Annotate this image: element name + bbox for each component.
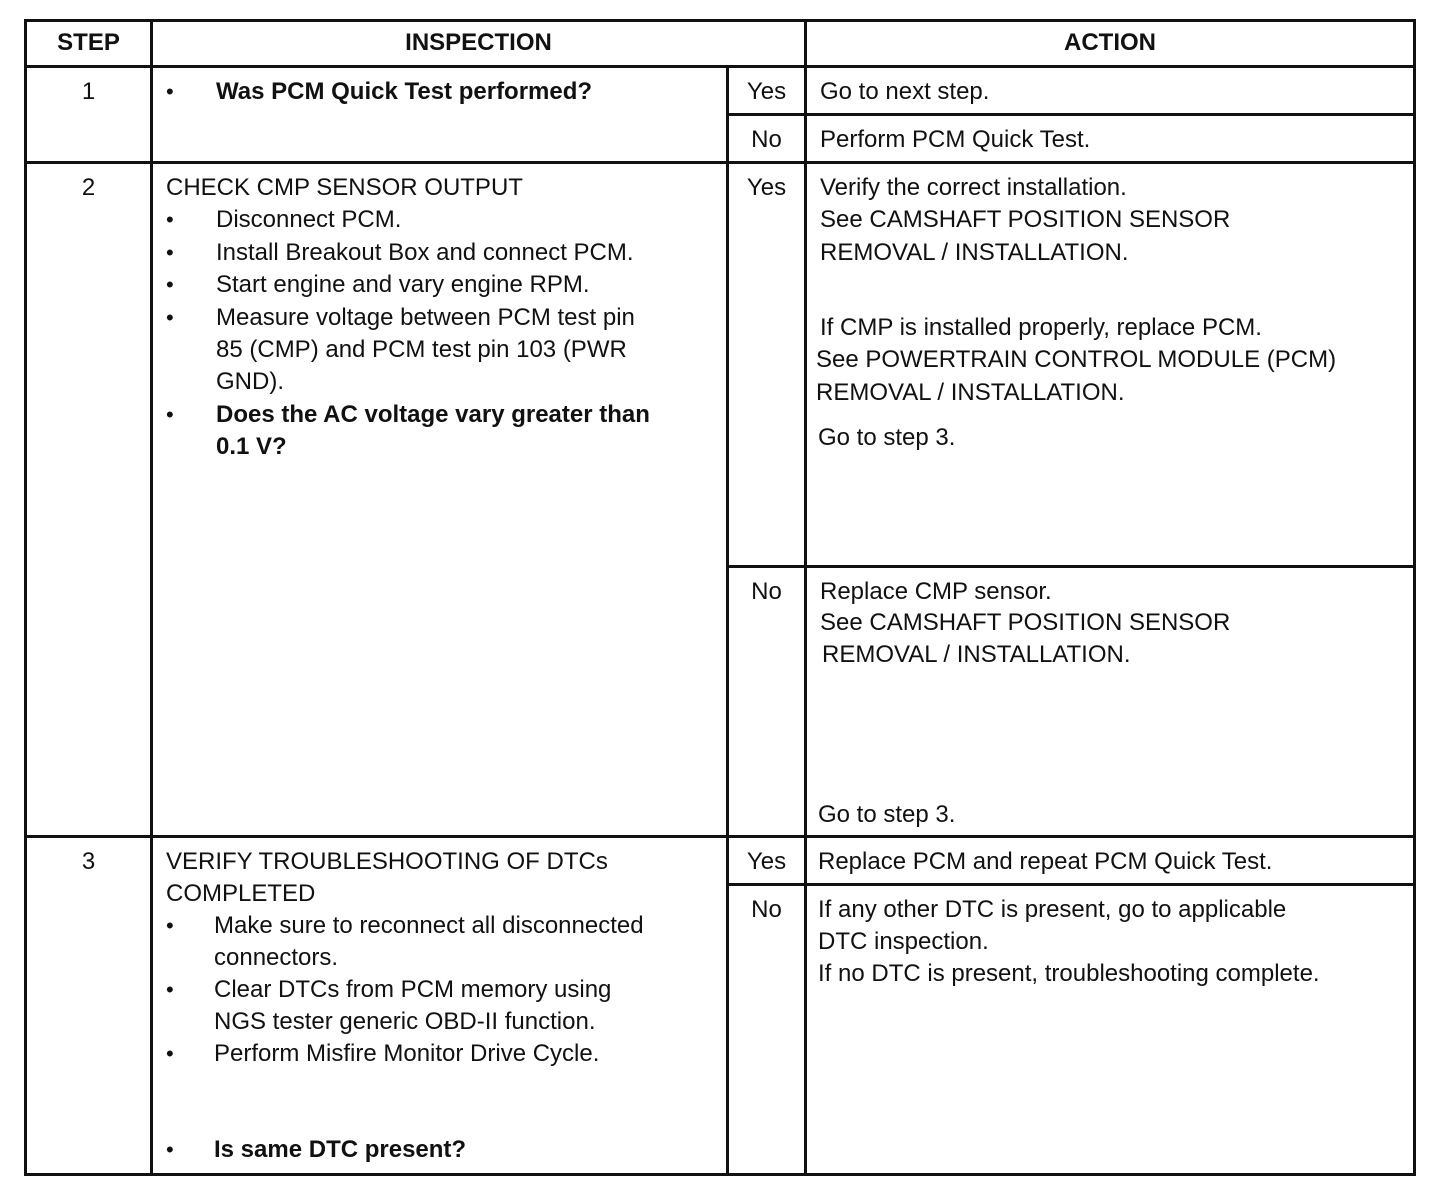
action-text: Replace CMP sensor.: [820, 578, 1052, 605]
action-text: Go to next step.: [820, 78, 990, 105]
row3-split-rule: [726, 883, 1416, 886]
inspection-step: Measure voltage between PCM test pin: [216, 304, 635, 331]
action-text: Verify the correct installation.: [820, 174, 1127, 201]
action-text: See CAMSHAFT POSITION SENSOR: [820, 609, 1231, 636]
row2-bottom-rule: [24, 835, 1416, 838]
bullet-icon: •: [166, 913, 174, 938]
inspection-question: Does the AC voltage vary greater than: [216, 401, 650, 428]
diagnostic-table: [24, 19, 1416, 1176]
header-action: ACTION: [1064, 29, 1156, 56]
header-rule: [24, 65, 1416, 68]
row1-bottom-rule: [24, 161, 1416, 164]
row1-split-rule: [726, 113, 1416, 116]
inspection-step: Make sure to reconnect all disconnected: [214, 912, 644, 939]
inspection-step: Disconnect PCM.: [216, 206, 402, 233]
inspection-title: COMPLETED: [166, 880, 316, 907]
no-label: No: [751, 578, 782, 605]
action-text: Replace PCM and repeat PCM Quick Test.: [818, 848, 1273, 875]
table-border-right: [1413, 19, 1416, 1176]
no-label: No: [751, 126, 782, 153]
bullet-icon: •: [166, 1137, 174, 1162]
row2-split-rule: [726, 565, 1416, 568]
bullet-icon: •: [166, 207, 174, 232]
action-text: If CMP is installed properly, replace PCM.: [820, 314, 1262, 341]
bullet-icon: •: [166, 240, 174, 265]
inspection-step: GND).: [216, 368, 284, 395]
action-text: If no DTC is present, troubleshooting complete.: [818, 960, 1320, 987]
action-text: REMOVAL / INSTALLATION.: [816, 379, 1125, 406]
yes-label: Yes: [746, 848, 787, 875]
table-border-bottom: [24, 1173, 1416, 1176]
bullet-icon: •: [166, 272, 174, 297]
inspection-step: Start engine and vary engine RPM.: [216, 271, 590, 298]
action-text: Go to step 3.: [818, 801, 956, 828]
no-label: No: [751, 896, 782, 923]
inspection-step: Install Breakout Box and connect PCM.: [216, 239, 634, 266]
inspection-step: connectors.: [214, 944, 339, 971]
step-number: 3: [81, 848, 96, 875]
table-border-top: [24, 19, 1416, 22]
inspection-title: CHECK CMP SENSOR OUTPUT: [166, 174, 523, 201]
step-number: 1: [81, 78, 96, 105]
inspection-step: Clear DTCs from PCM memory using: [214, 976, 612, 1003]
inspection-step: Perform Misfire Monitor Drive Cycle.: [214, 1040, 600, 1067]
inspection-question: Is same DTC present?: [214, 1136, 467, 1163]
yes-label: Yes: [746, 78, 787, 105]
inspection-question: 0.1 V?: [216, 433, 287, 460]
inspection-step: 85 (CMP) and PCM test pin 103 (PWR: [216, 336, 627, 363]
inspection-title: VERIFY TROUBLESHOOTING OF DTCs: [166, 848, 608, 875]
action-text: See POWERTRAIN CONTROL MODULE (PCM): [816, 346, 1337, 373]
action-text: Go to step 3.: [818, 424, 956, 451]
yes-no-column-rule: [726, 65, 729, 1176]
yes-label: Yes: [746, 174, 787, 201]
header-step: STEP: [57, 29, 120, 56]
bullet-icon: •: [166, 977, 174, 1002]
bullet-icon: •: [166, 402, 174, 427]
action-text: DTC inspection.: [818, 928, 989, 955]
action-text: If any other DTC is present, go to applicable: [818, 896, 1287, 923]
action-text: REMOVAL / INSTALLATION.: [822, 641, 1131, 668]
bullet-icon: •: [166, 79, 174, 104]
bullet-icon: •: [166, 1041, 174, 1066]
step-number: 2: [81, 174, 96, 201]
inspection-step: NGS tester generic OBD-II function.: [214, 1008, 596, 1035]
action-text: Perform PCM Quick Test.: [820, 126, 1091, 153]
action-column-rule: [804, 19, 807, 1176]
inspection-question: Was PCM Quick Test performed?: [216, 78, 593, 105]
header-inspection: INSPECTION: [405, 29, 552, 56]
action-text: See CAMSHAFT POSITION SENSOR: [820, 206, 1231, 233]
action-text: REMOVAL / INSTALLATION.: [820, 239, 1129, 266]
bullet-icon: •: [166, 305, 174, 330]
